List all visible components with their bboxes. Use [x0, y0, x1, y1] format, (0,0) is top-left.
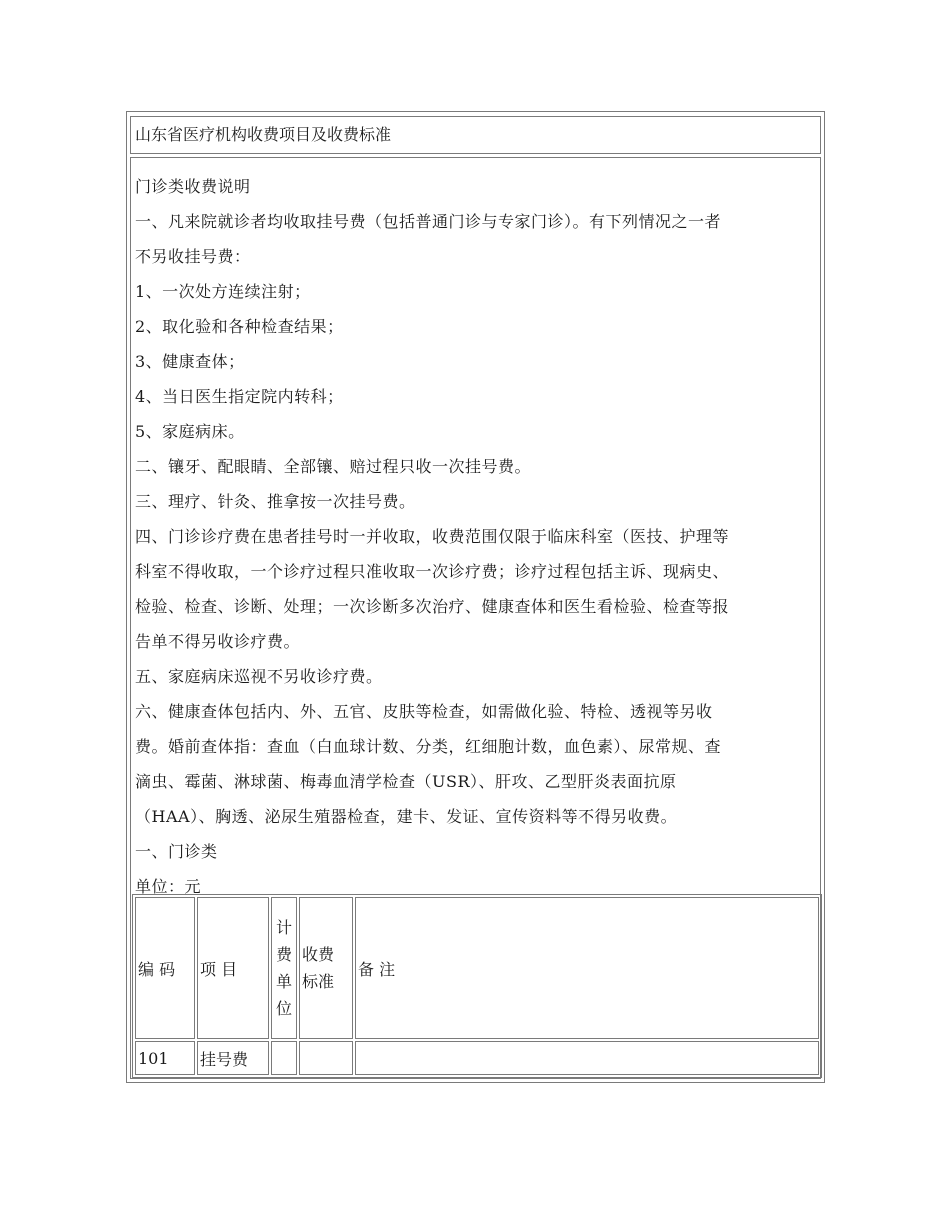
paragraph-line: 告单不得另收诊疗费。 [135, 632, 301, 651]
header-standard: 收费 标准 [299, 897, 353, 1039]
paragraph-line: 科室不得收取，一个诊疗过程只准收取一次诊疗费；诊疗过程包括主诉、现病史、 [135, 562, 730, 581]
paragraph-line: 检验、检查、诊断、处理；一次诊断多次治疗、健康查体和医生看检验、检查等报 [135, 597, 730, 616]
paragraph-line: （HAA）、胸透、泌尿生殖器检查，建卡、发证、宣传资料等不得另收费。 [135, 807, 678, 826]
paragraph-line: 四、门诊诊疗费在患者挂号时一并收取，收费范围仅限于临床科室（医技、护理等 [135, 527, 730, 546]
list-item: 4、当日医生指定院内转科； [135, 387, 344, 406]
document-title: 山东省医疗机构收费项目及收费标准 [130, 116, 821, 154]
paragraph-line: 二、镶牙、配眼睛、全部镶、赔过程只收一次挂号费。 [135, 457, 532, 476]
paragraph-line: 滴虫、霉菌、淋球菌、梅毒血清学检查（USR）、肝攻、乙型肝炎表面抗原 [135, 772, 677, 791]
paragraph-line: 六、健康查体包括内、外、五官、皮肤等检查，如需做化验、特检、透视等另收 [135, 702, 713, 721]
paragraph-line: 费。婚前查体指：查血（白血球计数、分类，红细胞计数，血色素）、尿常规、查 [135, 737, 722, 756]
fee-table [132, 894, 822, 1078]
unit-label: 单位：元 [135, 877, 202, 896]
paragraph-line: 五、家庭病床巡视不另收诊疗费。 [135, 667, 383, 686]
list-item: 3、健康查体； [135, 352, 245, 371]
header-note: 备 注 [355, 897, 819, 1039]
fee-description [135, 169, 815, 904]
list-item: 2、取化验和各种检查结果； [135, 317, 344, 336]
list-item: 5、家庭病床。 [135, 422, 245, 441]
header-item: 项 目 [197, 897, 269, 1039]
paragraph-line: 三、理疗、针灸、推拿按一次挂号费。 [135, 492, 416, 511]
paragraph-line: 一、凡来院就诊者均收取挂号费（包括普通门诊与专家门诊）。有下列情况之一者 [135, 212, 722, 231]
header-unit: 计 费 单 位 [271, 897, 297, 1039]
list-item: 1、一次处方连续注射； [135, 282, 311, 301]
table-header-row [135, 897, 819, 1039]
header-code: 编 码 [135, 897, 195, 1039]
cell-code: 101 [135, 1041, 195, 1075]
category-heading: 一、门诊类 [135, 842, 218, 861]
table-row [135, 1041, 819, 1075]
cell-item: 挂号费 [197, 1041, 269, 1075]
section-heading: 门诊类收费说明 [135, 177, 251, 196]
paragraph-line: 不另收挂号费： [135, 247, 251, 266]
cell-note [355, 1041, 819, 1075]
cell-standard [299, 1041, 353, 1075]
cell-unit [271, 1041, 297, 1075]
